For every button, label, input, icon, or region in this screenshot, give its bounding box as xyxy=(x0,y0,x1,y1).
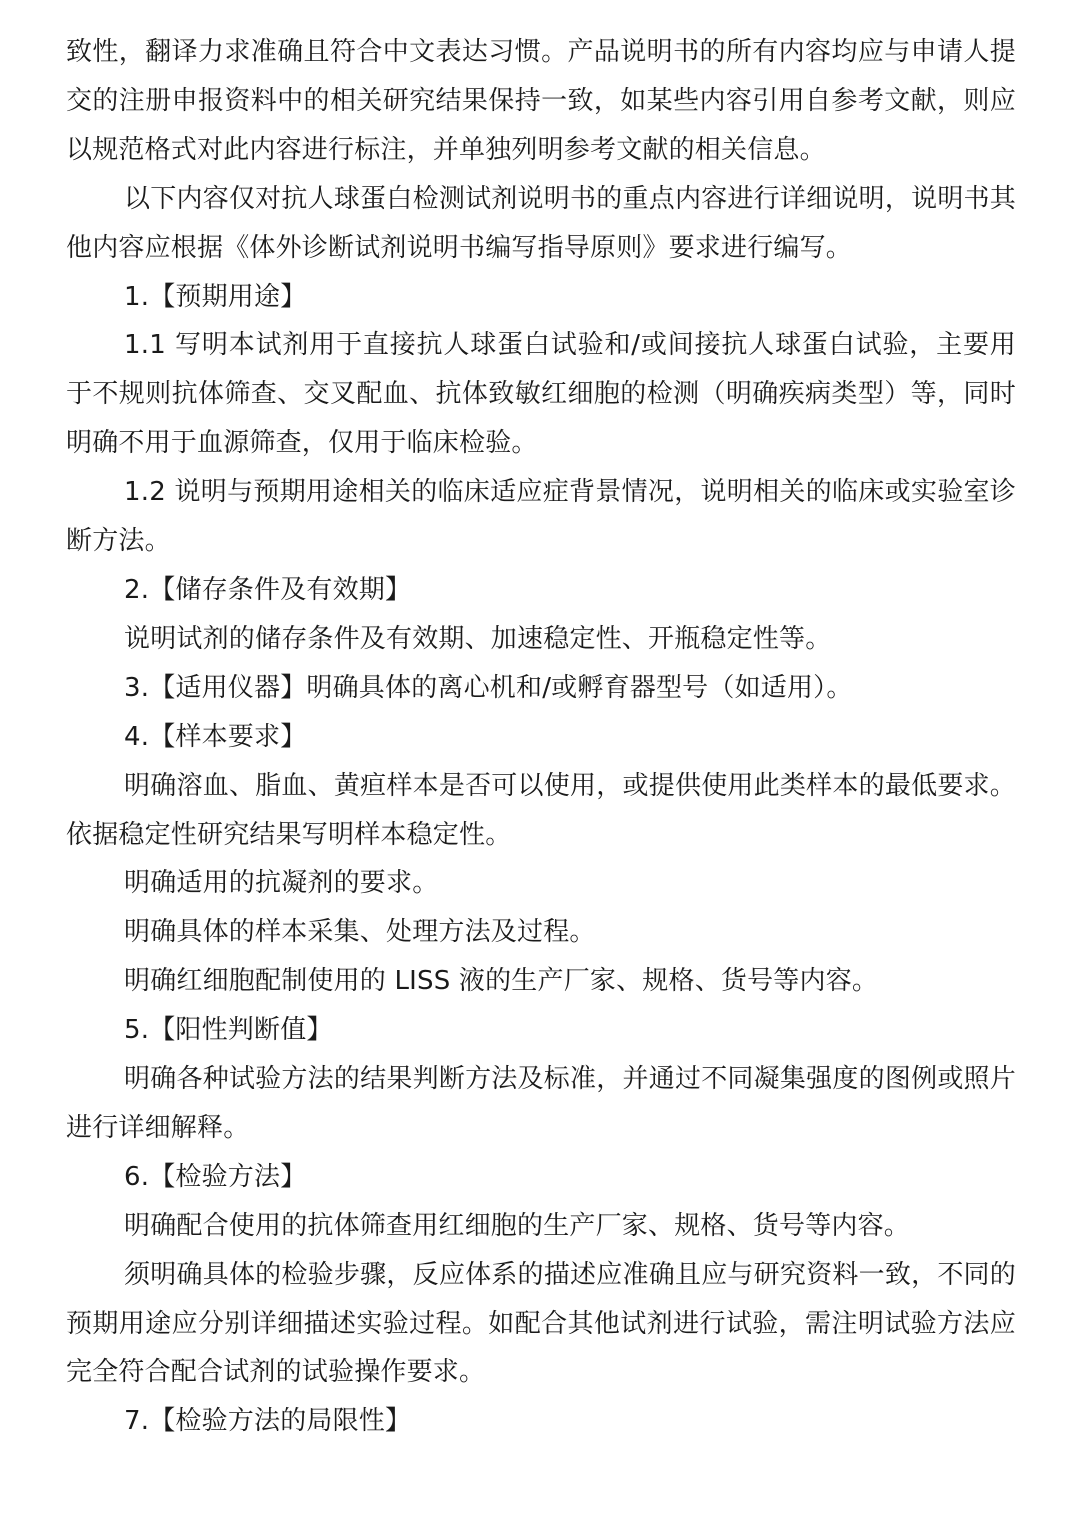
paragraph-sample-3: 明确具体的样本采集、处理方法及过程。 xyxy=(124,917,596,948)
paragraph-storage: 说明试剂的储存条件及有效期、加速稳定性、开瓶稳定性等。 xyxy=(124,623,832,654)
paragraph-intro: 以下内容仅对抗人球蛋白检测试剂说明书的重点内容进行详细说明，说明书其他内容应根据《体外诊断试剂说明书编写指导原则》要求进行编写。 xyxy=(66,183,1016,263)
paragraph-sample-2: 明确适用的抗凝剂的要求。 xyxy=(124,868,439,899)
paragraph-1-1: 1.1 写明本试剂用于直接抗人球蛋白试验和/或间接抗人球蛋白试验，主要用于不规则抗体筛查、交叉配血、抗体致敏红细胞的检测（明确疾病类型）等，同时明确不用于血源筛查，仅用于临床检验。 xyxy=(66,330,1016,459)
section-heading-limitations: 7.【检验方法的局限性】 xyxy=(124,1406,412,1437)
section-heading-storage: 2.【储存条件及有效期】 xyxy=(124,574,412,605)
paragraph-continuation: 致性，翻译力求准确且符合中文表达习惯。产品说明书的所有内容均应与申请人提交的注册申报资料中的相关研究结果保持一致，如某些内容引用自参考文献，则应以规范格式对此内容进行标注，并单独列明参考文献的相关信息。 xyxy=(66,37,1016,165)
document-page xyxy=(66,28,1016,1446)
section-heading-sample: 4.【样本要求】 xyxy=(124,721,307,752)
section-heading-test-method: 6.【检验方法】 xyxy=(124,1161,307,1192)
section-heading-intended-use: 1.【预期用途】 xyxy=(124,281,307,312)
paragraph-test-method-2: 须明确具体的检验步骤，反应体系的描述应准确且应与研究资料一致，不同的预期用途应分别详细描述实验过程。如配合其他试剂进行试验，需注明试验方法应完全符合配合试剂的试验操作要求。 xyxy=(66,1259,1016,1388)
section-heading-positive-value: 5.【阳性判断值】 xyxy=(124,1015,333,1046)
paragraph-sample-4: 明确红细胞配制使用的 LISS 液的生产厂家、规格、货号等内容。 xyxy=(124,966,879,997)
section-heading-instruments: 3.【适用仪器】明确具体的离心机和/或孵育器型号（如适用）。 xyxy=(124,672,853,703)
paragraph-positive-value: 明确各种试验方法的结果判断方法及标准，并通过不同凝集强度的图例或照片进行详细解释。 xyxy=(66,1064,1016,1143)
paragraph-test-method-1: 明确配合使用的抗体筛查用红细胞的生产厂家、规格、货号等内容。 xyxy=(124,1210,911,1241)
paragraph-sample-1: 明确溶血、脂血、黄疸样本是否可以使用，或提供使用此类样本的最低要求。依据稳定性研究结果写明样本稳定性。 xyxy=(66,770,1016,850)
paragraph-1-2: 1.2 说明与预期用途相关的临床适应症背景情况，说明相关的临床或实验室诊断方法。 xyxy=(66,477,1016,557)
